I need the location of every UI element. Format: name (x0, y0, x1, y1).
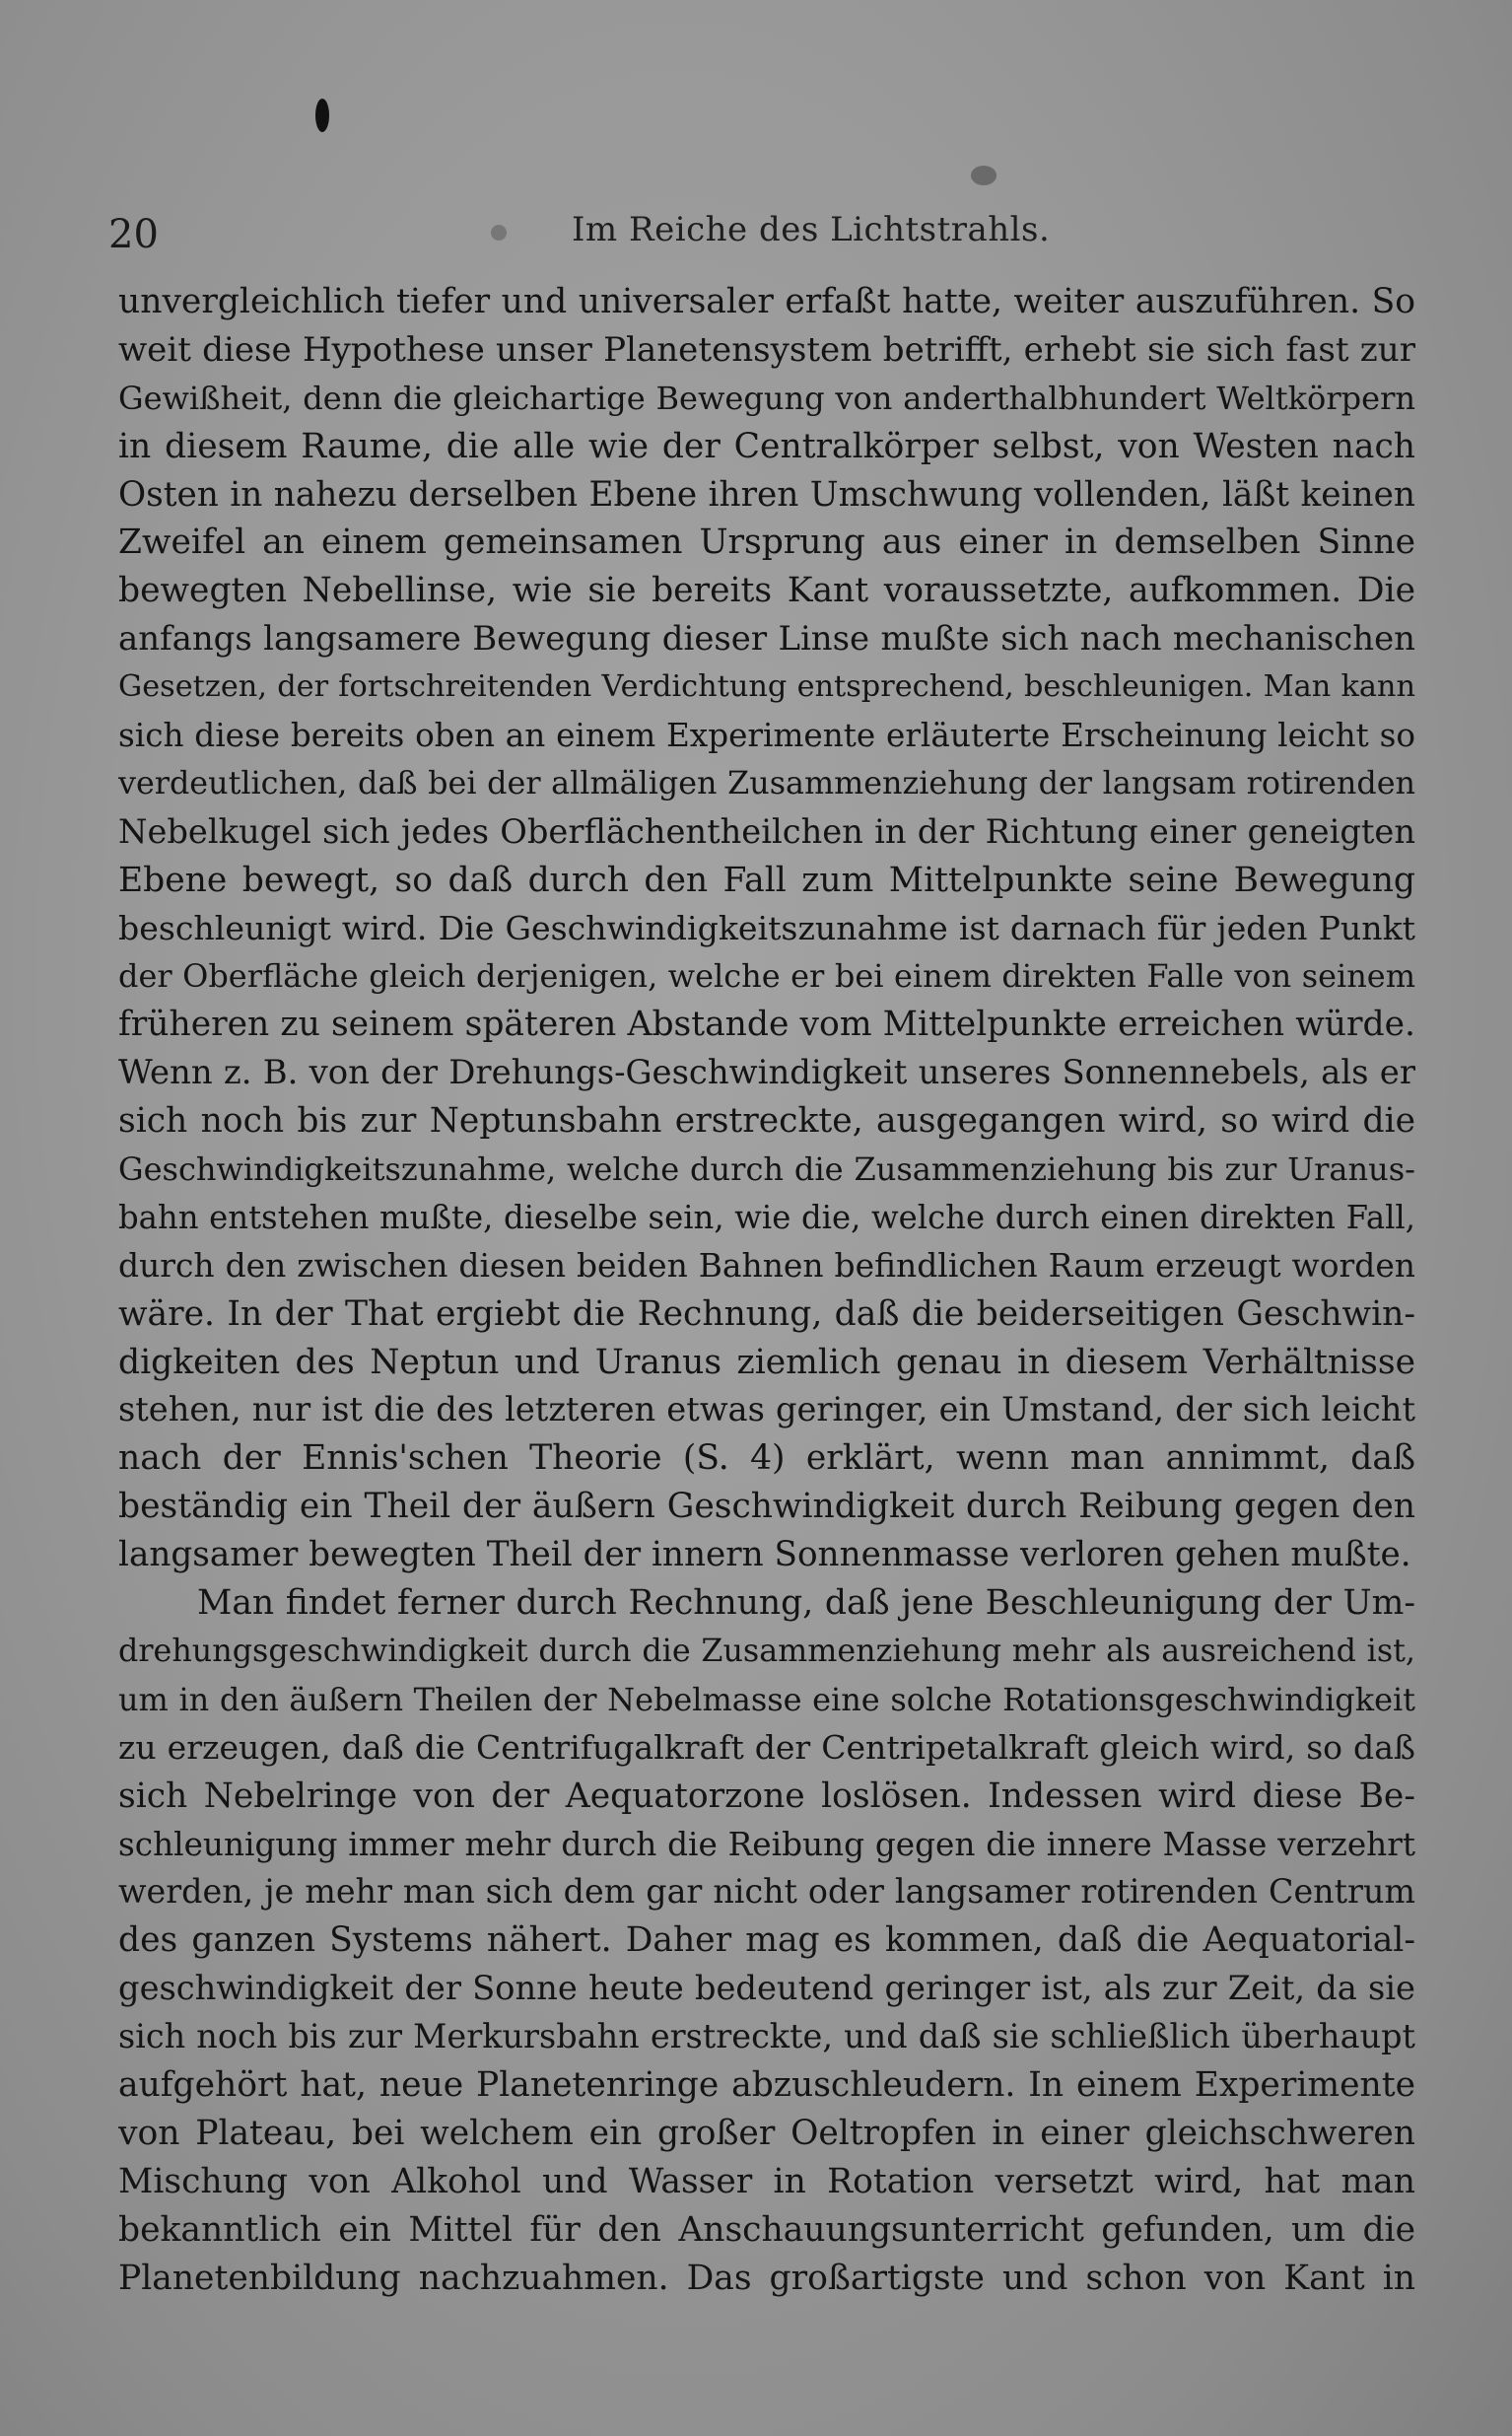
text-line: Geschwindigkeitszunahme, welche durch die Zusammenziehung bis zur Uranus- (118, 1150, 1415, 1189)
text-line: bekanntlich ein Mittel für den Anschauungsunterricht gefunden, um die (118, 2209, 1415, 2250)
text-line: sich noch bis zur Neptunsbahn erstreckte, ausgegangen wird, so wird die (118, 1101, 1415, 1142)
text-line: um in den äußern Theilen der Nebelmasse eine solche Rotationsgeschwindigkeit (118, 1680, 1415, 1718)
text-line: langsamer bewegten Theil der innern Sonnenmasse verloren gehen mußte. (118, 1535, 1411, 1575)
text-line: wäre. In der That ergiebt die Rechnung, daß die beiderseitigen Geschwin- (118, 1293, 1415, 1334)
text-line: in diesem Raume, die alle wie der Centralkörper selbst, von Westen nach (118, 426, 1415, 466)
text-line: Gewißheit, denn die gleichartige Bewegung von anderthalbhundert Weltkörpern (118, 379, 1415, 417)
text-line: Gesetzen, der fortschreitenden Verdichtung entsprechend, beschleunigen. Man kann (118, 669, 1415, 705)
text-line: sich Nebelringe von der Aequatorzone loslösen. Indessen wird diese Be- (118, 1775, 1415, 1816)
text-line: sich diese bereits oben an einem Experimente erläuterte Erscheinung leicht so (118, 717, 1415, 755)
text-line: verdeutlichen, daß bei der allmäligen Zusammenziehung der langsam rotirenden (118, 764, 1415, 801)
text-line: drehungsgeschwindigkeit durch die Zusammenziehung mehr als ausreichend ist, (118, 1633, 1415, 1669)
text-line: anfangs langsamere Bewegung dieser Linse mußte sich nach mechanischen (118, 619, 1415, 659)
paragraph-2 (118, 1579, 1415, 2302)
page-number: 20 (108, 212, 159, 257)
text-line: schleunigung immer mehr durch die Reibung gegen die innere Masse verzehrt (118, 1825, 1415, 1863)
text-line: beständig ein Theil der äußern Geschwindigkeit durch Reibung gegen den (118, 1487, 1415, 1527)
text-line: Nebelkugel sich jedes Oberflächentheilchen in der Richtung einer geneigten (118, 811, 1415, 851)
text-line: nach der Ennis'schen Theorie (S. 4) erklärt, wenn man annimmt, daß (118, 1438, 1415, 1479)
ink-speck (971, 166, 997, 185)
text-line: geschwindigkeit der Sonne heute bedeutend geringer ist, als zur Zeit, da sie (118, 1969, 1415, 2008)
text-line: von Plateau, bei welchem ein großer Oeltropfen in einer gleichschweren (118, 2113, 1415, 2153)
text-line: sich noch bis zur Merkursbahn erstreckte, und daß sie schließlich überhaupt (118, 2017, 1415, 2056)
text-line: stehen, nur ist die des letzteren etwas geringer, ein Umstand, der sich leicht (118, 1390, 1415, 1429)
body-text (118, 278, 1415, 2302)
page-header (108, 202, 1419, 261)
text-line: Zweifel an einem gemeinsamen Ursprung aus einer in demselben Sinne (118, 522, 1415, 563)
text-line: Planetenbildung nachzuahmen. Das großartigste und schon von Kant in (118, 2258, 1415, 2298)
text-line: beschleunigt wird. Die Geschwindigkeitszunahme ist darnach für jeden Punkt (118, 908, 1415, 947)
text-line: unvergleichlich tiefer und universaler erfaßt hatte, weiter auszuführen. So (118, 282, 1415, 321)
text-line: weit diese Hypothese unser Planetensystem betrifft, erhebt sie sich fast zur (118, 329, 1415, 370)
text-line: Osten in nahezu derselben Ebene ihren Umschwung vollenden, läßt keinen (118, 474, 1415, 515)
paragraph-1 (118, 278, 1415, 1579)
text-line: bewegten Nebellinse, wie sie bereits Kant voraussetzte, aufkommen. Die (118, 571, 1415, 611)
text-line: Man findet ferner durch Rechnung, daß jene Beschleunigung der Um- (197, 1583, 1415, 1624)
text-line: Mischung von Alkohol und Wasser in Rotation versetzt wird, hat man (118, 2161, 1415, 2201)
text-line: Wenn z. B. von der Drehungs-Geschwindigkeit unseres Sonnennebels, als er (118, 1053, 1415, 1092)
text-line: durch den zwischen diesen beiden Bahnen befindlichen Raum erzeugt worden (118, 1245, 1415, 1285)
text-line: digkeiten des Neptun und Uranus ziemlich genau in diesem Verhältnisse (118, 1342, 1415, 1382)
text-line: früheren zu seinem späteren Abstande vom Mittelpunkte erreichen würde. (118, 1005, 1415, 1045)
text-line: bahn entstehen mußte, dieselbe sein, wie die, welche durch einen direkten Fall, (118, 1198, 1415, 1236)
text-line: werden, je mehr man sich dem gar nicht oder langsamer rotirenden Centrum (118, 1872, 1415, 1912)
running-head: Im Reiche des Lichtstrahls. (572, 210, 1051, 249)
text-line: zu erzeugen, daß die Centrifugalkraft der Centripetalkraft gleich wird, so daß (118, 1727, 1415, 1767)
text-line: der Oberfläche gleich derjenigen, welche er bei einem direkten Falle von seinem (118, 957, 1415, 996)
text-line: aufgehört hat, neue Planetenringe abzuschleudern. In einem Experimente (118, 2064, 1415, 2105)
text-line: des ganzen Systems nähert. Daher mag es kommen, daß die Aequatorial- (118, 1920, 1415, 1961)
ink-speck (315, 99, 329, 132)
text-line: Ebene bewegt, so daß durch den Fall zum Mittelpunkte seine Bewegung (118, 860, 1415, 900)
